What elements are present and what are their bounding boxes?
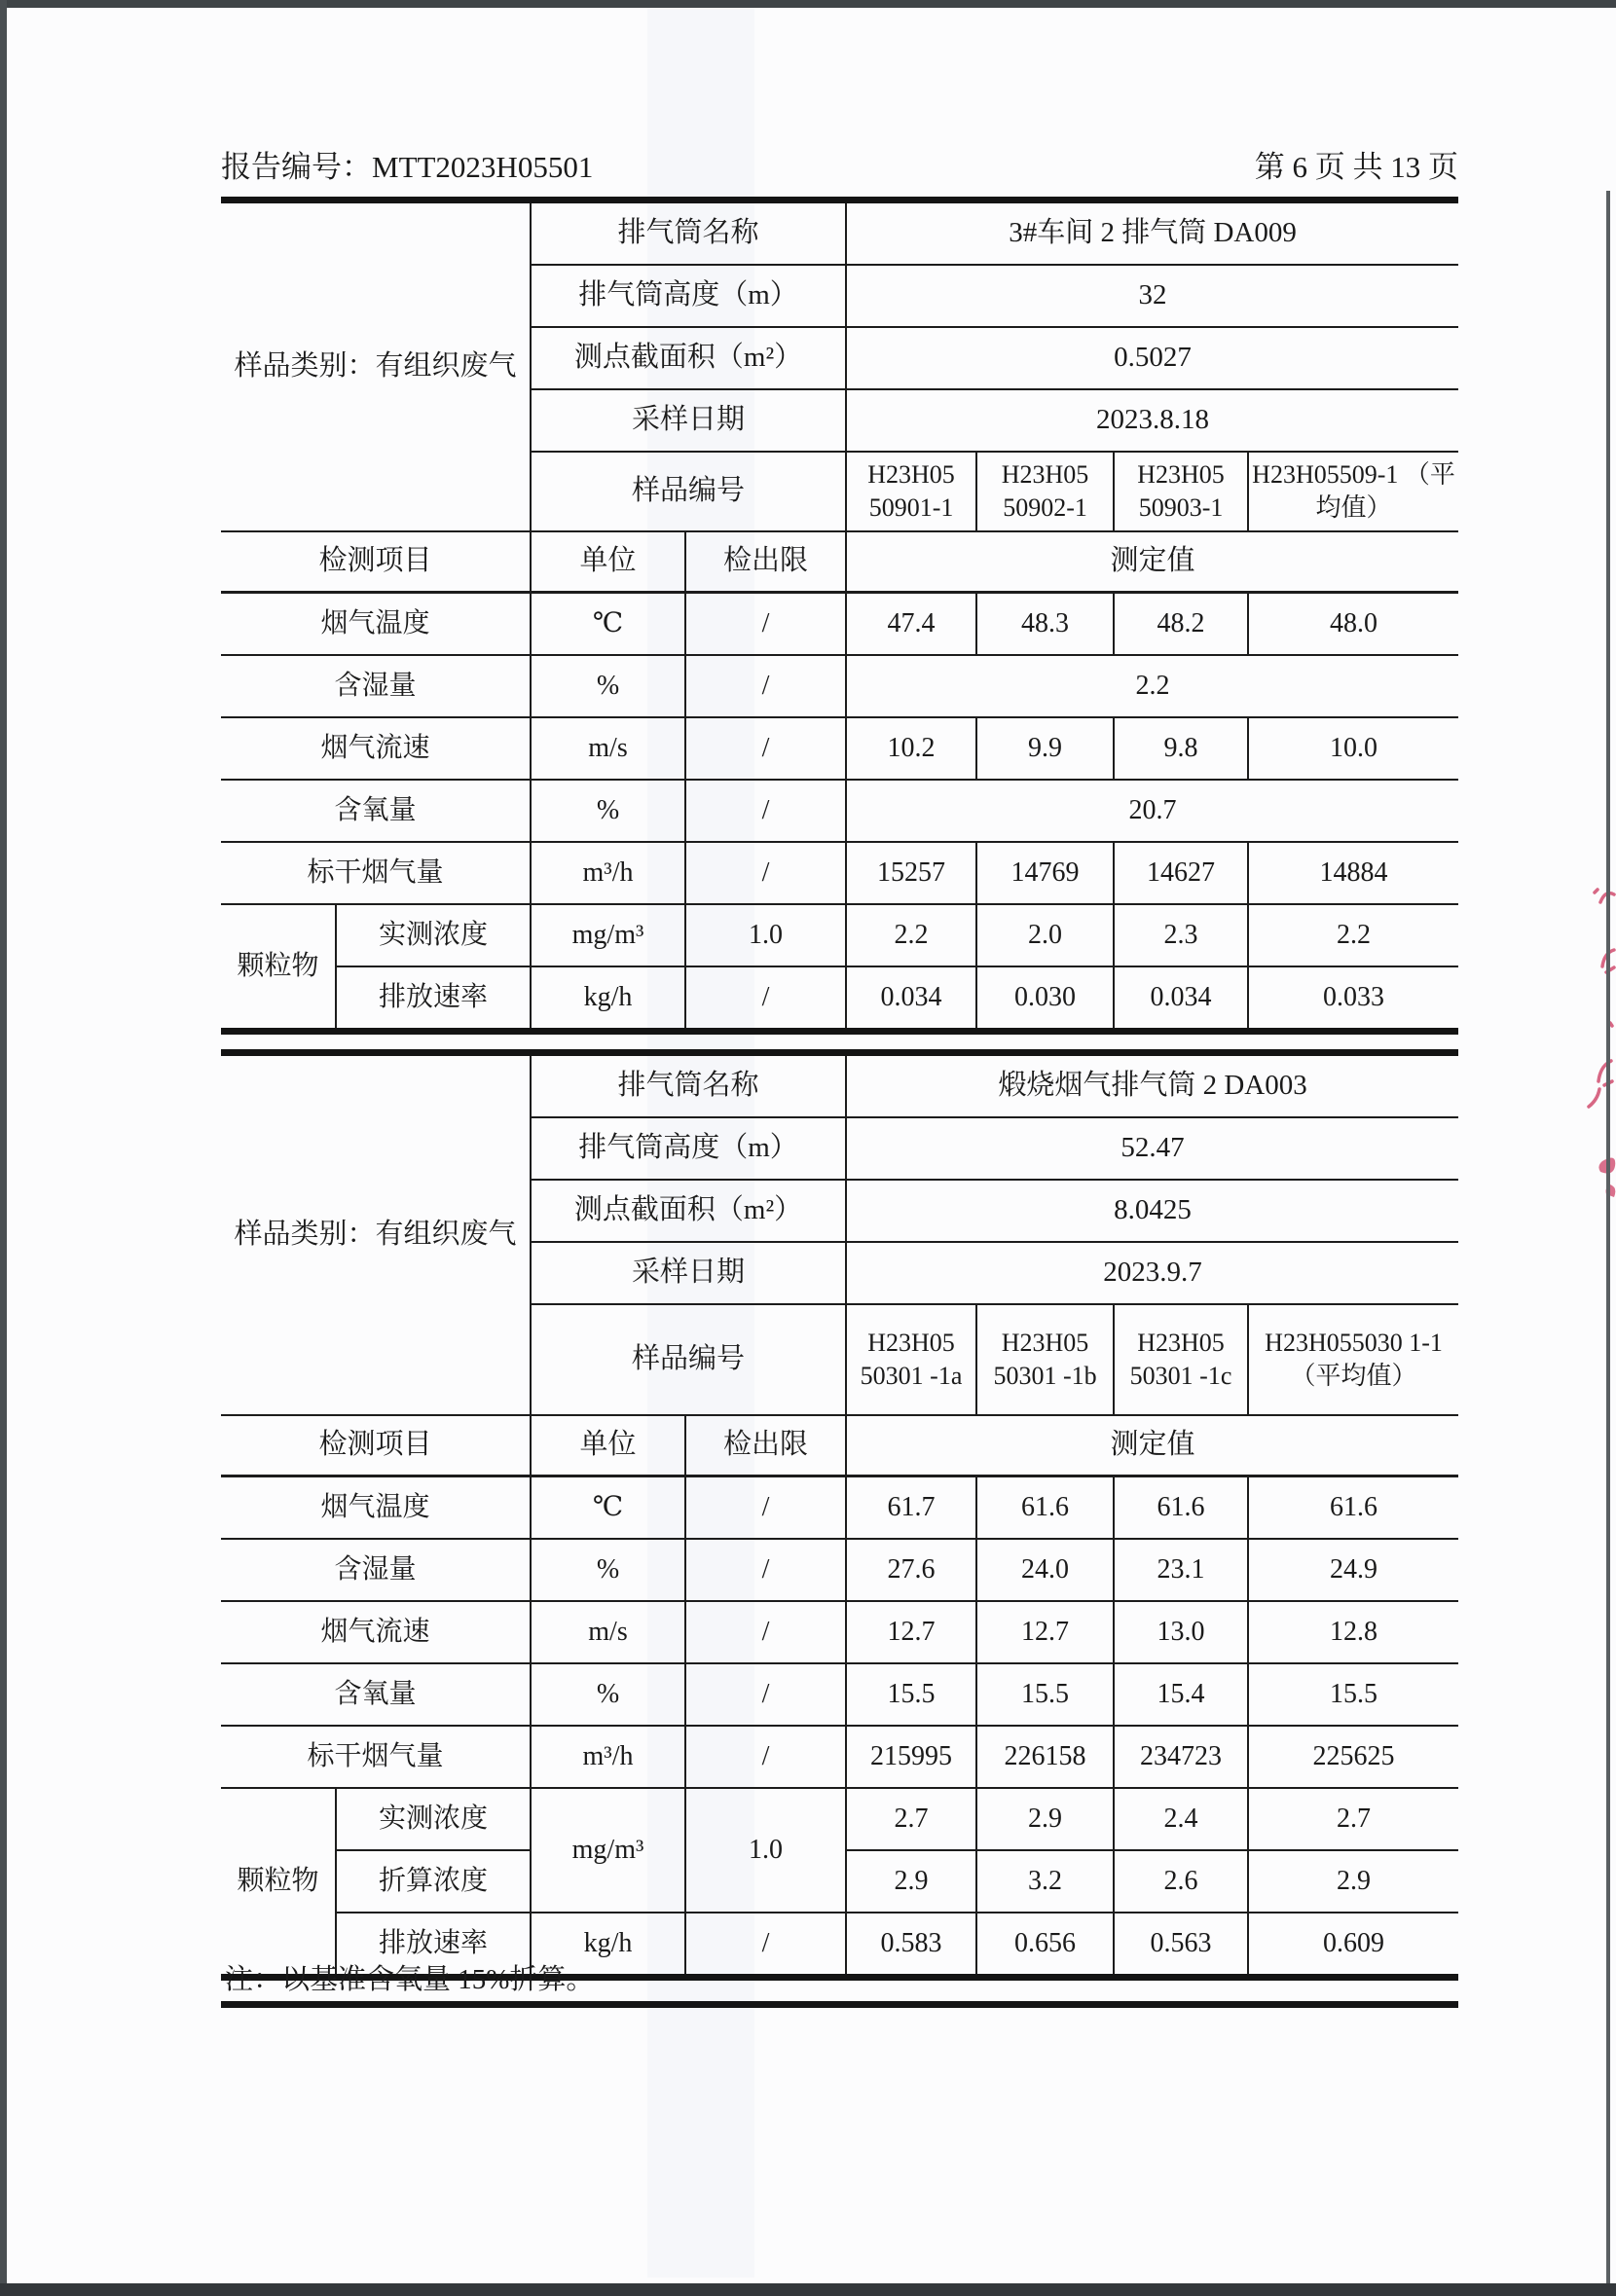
value-cell: 48.0 <box>1248 593 1458 656</box>
limit-cell: / <box>685 1476 846 1540</box>
value-cell: 2.9 <box>846 1850 976 1913</box>
info-label: 排气筒名称 <box>531 200 846 266</box>
item-cell: 含氧量 <box>221 780 531 842</box>
table-row <box>221 780 1458 842</box>
item-cell: 标干烟气量 <box>221 1726 531 1788</box>
unit-cell: % <box>531 1663 685 1726</box>
value-cell: 48.3 <box>976 593 1114 656</box>
value-cell: 12.8 <box>1248 1601 1458 1663</box>
sample-id-label: 样品编号 <box>531 452 846 531</box>
value-cell: 0.563 <box>1114 1913 1248 1978</box>
value-cell: 215995 <box>846 1726 976 1788</box>
info-value: 2023.9.7 <box>846 1242 1458 1304</box>
table-row <box>221 1788 1458 1850</box>
sample-id: H23H05 50301 -1a <box>846 1304 976 1415</box>
table-row <box>221 1539 1458 1601</box>
value-cell: 0.609 <box>1248 1913 1458 1978</box>
unit-cell: m³/h <box>531 1726 685 1788</box>
value-cell: 27.6 <box>846 1539 976 1601</box>
value-cell: 47.4 <box>846 593 976 656</box>
info-label: 排气筒高度（m） <box>531 1117 846 1180</box>
value-cell: 9.9 <box>976 717 1114 780</box>
item-cell: 烟气流速 <box>221 717 531 780</box>
page-header <box>221 142 1458 186</box>
value-cell: 2.2 <box>1248 904 1458 966</box>
value-cell: 24.0 <box>976 1539 1114 1601</box>
value-cell: 0.656 <box>976 1913 1114 1978</box>
value-cell: 15.5 <box>976 1663 1114 1726</box>
unit-cell: % <box>531 1539 685 1601</box>
limit-cell: / <box>685 1601 846 1663</box>
value-cell: 2.9 <box>1248 1850 1458 1913</box>
item-cell: 实测浓度 <box>336 1788 531 1850</box>
value-cell: 48.2 <box>1114 593 1248 656</box>
item-cell: 实测浓度 <box>336 904 531 966</box>
unit-cell: kg/h <box>531 1913 685 1978</box>
value-cell: 15.4 <box>1114 1663 1248 1726</box>
particulate-group-label: 颗粒物 <box>221 904 336 1032</box>
info-value: 2023.8.18 <box>846 389 1458 452</box>
col-header-limit: 检出限 <box>685 1415 846 1476</box>
unit-cell: ℃ <box>531 1476 685 1540</box>
limit-cell: / <box>685 717 846 780</box>
limit-cell: / <box>685 1913 846 1978</box>
item-cell: 排放速率 <box>336 1913 531 1978</box>
value-cell: 234723 <box>1114 1726 1248 1788</box>
sample-id-average: H23H055030 1-1（平均值） <box>1248 1304 1458 1415</box>
value-cell: 61.6 <box>1114 1476 1248 1540</box>
unit-cell: % <box>531 780 685 842</box>
value-cell: 23.1 <box>1114 1539 1248 1601</box>
value-cell: 2.7 <box>846 1788 976 1850</box>
item-cell: 烟气流速 <box>221 1601 531 1663</box>
scan-frame-left <box>0 0 7 2296</box>
sample-id: H23H05 50301 -1b <box>976 1304 1114 1415</box>
limit-cell: / <box>685 655 846 717</box>
info-value: 0.5027 <box>846 327 1458 389</box>
value-cell: 2.2 <box>846 904 976 966</box>
sample-id: H23H05 50903-1 <box>1114 452 1248 531</box>
limit-cell: / <box>685 780 846 842</box>
value-cell: 14769 <box>976 842 1114 904</box>
value-cell: 2.9 <box>976 1788 1114 1850</box>
unit-cell: m/s <box>531 1601 685 1663</box>
col-header-limit: 检出限 <box>685 531 846 593</box>
info-label: 采样日期 <box>531 389 846 452</box>
table-row <box>221 1726 1458 1788</box>
merged-value-cell: 20.7 <box>846 780 1458 842</box>
table-row <box>221 1476 1458 1540</box>
item-cell: 折算浓度 <box>336 1850 531 1913</box>
value-cell: 13.0 <box>1114 1601 1248 1663</box>
limit-cell: 1.0 <box>685 1788 846 1913</box>
footnote: 注：以基准含氧量 15%折算。 <box>225 1964 595 1995</box>
value-cell: 0.030 <box>976 966 1114 1032</box>
value-cell: 12.7 <box>976 1601 1114 1663</box>
unit-cell: kg/h <box>531 966 685 1032</box>
item-cell: 标干烟气量 <box>221 842 531 904</box>
value-cell: 2.7 <box>1248 1788 1458 1850</box>
item-cell: 含氧量 <box>221 1663 531 1726</box>
table-row <box>221 842 1458 904</box>
sample-id: H23H05 50902-1 <box>976 452 1114 531</box>
value-cell: 24.9 <box>1248 1539 1458 1601</box>
value-cell: 225625 <box>1248 1726 1458 1788</box>
report-number-value: MTT2023H05501 <box>372 150 594 184</box>
item-cell: 烟气温度 <box>221 1476 531 1540</box>
limit-cell: / <box>685 842 846 904</box>
value-cell: 3.2 <box>976 1850 1114 1913</box>
closing-rule <box>221 2001 1458 2008</box>
info-value: 8.0425 <box>846 1180 1458 1242</box>
limit-cell: / <box>685 1539 846 1601</box>
sample-id-label: 样品编号 <box>531 1304 846 1415</box>
limit-cell: / <box>685 1726 846 1788</box>
value-cell: 9.8 <box>1114 717 1248 780</box>
value-cell: 14884 <box>1248 842 1458 904</box>
value-cell: 2.0 <box>976 904 1114 966</box>
value-cell: 14627 <box>1114 842 1248 904</box>
col-header-value: 测定值 <box>846 531 1458 593</box>
value-cell: 10.0 <box>1248 717 1458 780</box>
item-cell: 含湿量 <box>221 1539 531 1601</box>
table-row <box>221 904 1458 966</box>
col-header-item: 检测项目 <box>221 531 531 593</box>
particulate-group-label: 颗粒物 <box>221 1788 336 1978</box>
unit-cell: % <box>531 655 685 717</box>
col-header-unit: 单位 <box>531 1415 685 1476</box>
scan-frame-right <box>1606 191 1610 2296</box>
sample-category: 样品类别：有组织废气 <box>221 1053 531 1416</box>
col-header-value: 测定值 <box>846 1415 1458 1476</box>
merged-value-cell: 2.2 <box>846 655 1458 717</box>
info-value: 煅烧烟气排气筒 2 DA003 <box>846 1053 1458 1118</box>
limit-cell: / <box>685 593 846 656</box>
unit-cell: mg/m³ <box>531 904 685 966</box>
info-value: 52.47 <box>846 1117 1458 1180</box>
value-cell: 0.034 <box>846 966 976 1032</box>
scan-frame-bottom <box>0 2283 1616 2296</box>
value-cell: 12.7 <box>846 1601 976 1663</box>
unit-cell: mg/m³ <box>531 1788 685 1913</box>
page-indicator: 第 6 页 共 13 页 <box>1254 150 1458 184</box>
value-cell: 226158 <box>976 1726 1114 1788</box>
col-header-unit: 单位 <box>531 531 685 593</box>
value-cell: 2.4 <box>1114 1788 1248 1850</box>
unit-cell: ℃ <box>531 593 685 656</box>
value-cell: 0.583 <box>846 1913 976 1978</box>
sample-id: H23H05 50301 -1c <box>1114 1304 1248 1415</box>
info-value: 32 <box>846 265 1458 327</box>
value-cell: 61.6 <box>976 1476 1114 1540</box>
value-cell: 0.033 <box>1248 966 1458 1032</box>
value-cell: 15257 <box>846 842 976 904</box>
sample-id: H23H05 50901-1 <box>846 452 976 531</box>
scan-frame-top <box>0 0 1616 8</box>
item-cell: 烟气温度 <box>221 593 531 656</box>
sample-id-average: H23H05509-1 （平均值） <box>1248 452 1458 531</box>
unit-cell: m³/h <box>531 842 685 904</box>
info-label: 采样日期 <box>531 1242 846 1304</box>
value-cell: 15.5 <box>1248 1663 1458 1726</box>
value-cell: 61.7 <box>846 1476 976 1540</box>
value-cell: 0.034 <box>1114 966 1248 1032</box>
report-number-label: 报告编号： <box>221 150 372 184</box>
info-label: 排气筒高度（m） <box>531 265 846 327</box>
table-row <box>221 966 1458 1032</box>
info-label: 排气筒名称 <box>531 1053 846 1118</box>
table-row <box>221 1663 1458 1726</box>
unit-cell: m/s <box>531 717 685 780</box>
table-row <box>221 1601 1458 1663</box>
value-cell: 2.6 <box>1114 1850 1248 1913</box>
limit-cell: / <box>685 966 846 1032</box>
col-header-item: 检测项目 <box>221 1415 531 1476</box>
info-value: 3#车间 2 排气筒 DA009 <box>846 200 1458 266</box>
item-cell: 含湿量 <box>221 655 531 717</box>
item-cell: 排放速率 <box>336 966 531 1032</box>
value-cell: 10.2 <box>846 717 976 780</box>
limit-cell: 1.0 <box>685 904 846 966</box>
value-cell: 2.3 <box>1114 904 1248 966</box>
info-label: 测点截面积（m²） <box>531 1180 846 1242</box>
info-label: 测点截面积（m²） <box>531 327 846 389</box>
limit-cell: / <box>685 1663 846 1726</box>
emission-table-da009 <box>221 197 1458 1035</box>
emission-table-da003 <box>221 1049 1458 1981</box>
table-row <box>221 717 1458 780</box>
table-row <box>221 593 1458 656</box>
value-cell: 61.6 <box>1248 1476 1458 1540</box>
value-cell: 15.5 <box>846 1663 976 1726</box>
table-row <box>221 655 1458 717</box>
report-number <box>221 142 593 186</box>
sample-category: 样品类别：有组织废气 <box>221 200 531 532</box>
